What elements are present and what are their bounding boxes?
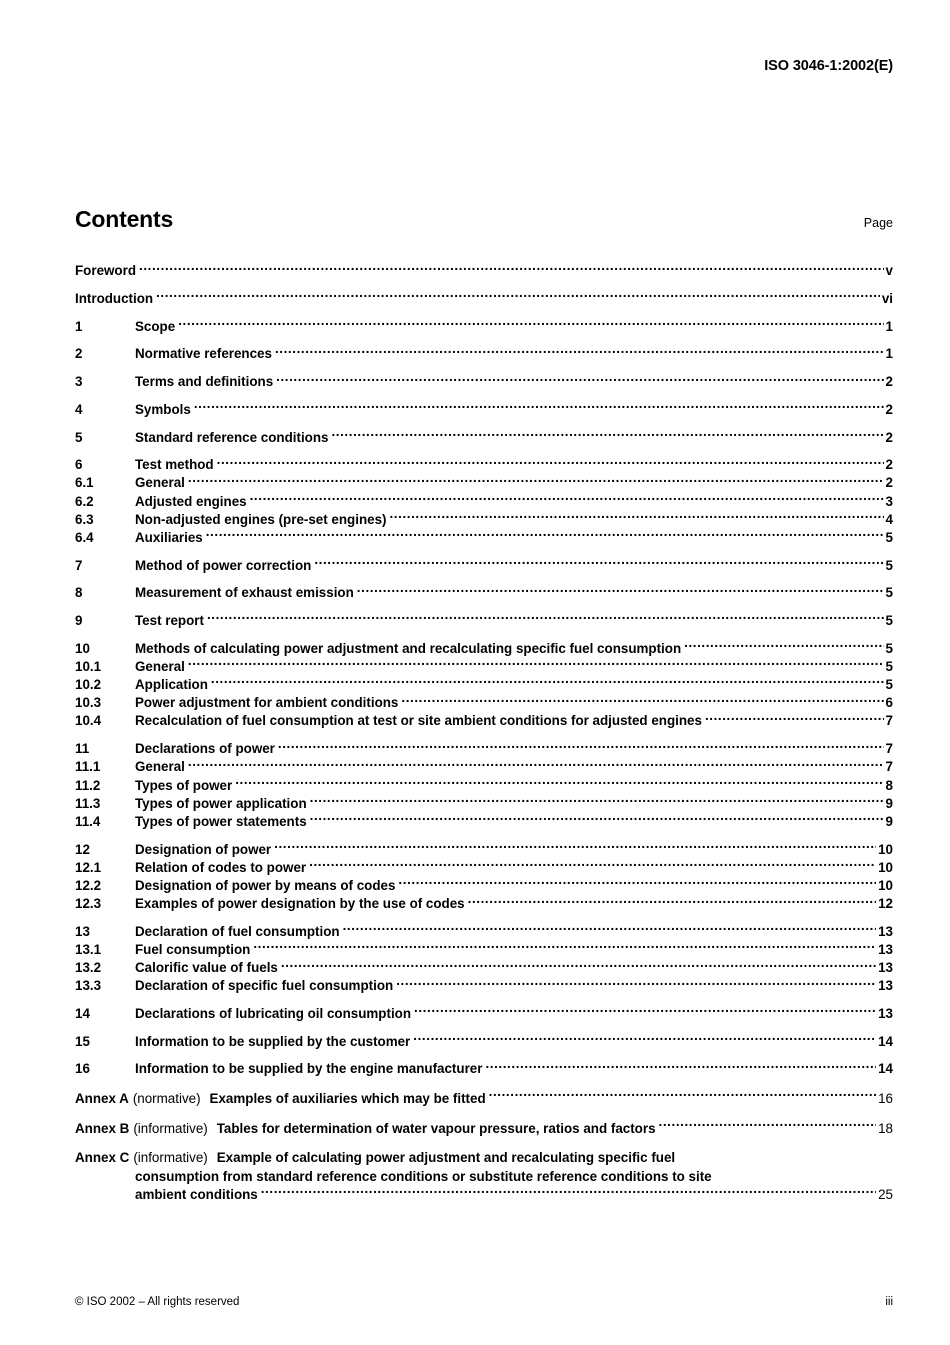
toc-entry-clause[interactable] bbox=[75, 529, 893, 547]
toc-entry-label: Method of power correction bbox=[135, 557, 312, 573]
toc-entry-page: 7 bbox=[885, 759, 893, 775]
toc-entry-label: Standard reference conditions bbox=[135, 429, 329, 445]
toc-entry-page: 5 bbox=[885, 640, 893, 656]
toc-entry-page: 14 bbox=[878, 1033, 893, 1049]
toc-entry-page: 10 bbox=[878, 841, 893, 857]
dot-leader bbox=[396, 977, 876, 990]
toc-entry-page: 10 bbox=[878, 859, 893, 875]
toc-entry-page: 13 bbox=[878, 942, 893, 958]
toc-entry-number: 8 bbox=[75, 585, 83, 601]
toc-entry-label: Test report bbox=[135, 613, 204, 629]
toc-entry-number: 13.1 bbox=[75, 942, 102, 958]
toc-entry-label: Auxiliaries bbox=[135, 529, 203, 545]
toc-entry-annex[interactable] bbox=[75, 1119, 893, 1138]
dot-leader bbox=[413, 1032, 876, 1045]
toc-entry-annex[interactable] bbox=[75, 1149, 893, 1205]
toc-entry-number: 13.2 bbox=[75, 960, 102, 976]
toc-entry-label: Examples of power designation by the use of codes bbox=[135, 896, 465, 912]
toc-entry-number: 5 bbox=[75, 429, 83, 445]
dot-leader bbox=[684, 639, 883, 652]
standard-reference: ISO 3046-1:2002(E) bbox=[764, 58, 893, 74]
toc-entry-clause[interactable] bbox=[75, 658, 893, 676]
toc-entry-label: Relation of codes to power bbox=[135, 859, 307, 875]
dot-leader bbox=[235, 776, 883, 789]
toc-entry-number: 11.1 bbox=[75, 759, 101, 775]
page-title: Contents bbox=[75, 206, 174, 232]
toc-entry-page: 1 bbox=[885, 318, 893, 334]
toc-entry-label: Calorific value of fuels bbox=[135, 960, 278, 976]
dot-leader bbox=[314, 556, 883, 569]
toc-entry-page: 2 bbox=[885, 475, 893, 491]
toc-entry-clause[interactable] bbox=[75, 758, 893, 776]
dot-leader bbox=[309, 858, 876, 871]
toc-entry-clause[interactable] bbox=[75, 1032, 893, 1050]
annex-line bbox=[75, 1089, 893, 1108]
toc-entry-page: 5 bbox=[885, 585, 893, 601]
toc-entry-page: 13 bbox=[878, 923, 893, 939]
annex-title: Example of calculating power adjustment and recalculating specific fuel bbox=[216, 1150, 676, 1166]
toc-entry-page: 5 bbox=[885, 658, 893, 674]
toc-entry-page: 13 bbox=[878, 978, 893, 994]
toc-entry-number: 6.3 bbox=[75, 511, 94, 527]
toc-entry-number: 10.4 bbox=[75, 713, 102, 729]
toc-entry-label: General bbox=[135, 658, 185, 674]
toc-entry-label: Normative references bbox=[135, 346, 272, 362]
toc-entry-clause[interactable] bbox=[75, 456, 893, 474]
toc-entry-clause[interactable] bbox=[75, 584, 893, 602]
toc-entry-label: General bbox=[135, 759, 185, 775]
annex-line bbox=[75, 1119, 893, 1138]
dot-leader bbox=[310, 813, 884, 826]
dot-leader bbox=[310, 794, 884, 807]
dot-leader bbox=[194, 400, 884, 413]
toc-entry-label: Power adjustment for ambient conditions bbox=[135, 695, 399, 711]
toc-entry-clause[interactable] bbox=[75, 959, 893, 977]
toc-entry-label: Information to be supplied by the customer bbox=[135, 1033, 411, 1049]
annex-page: 16 bbox=[878, 1090, 893, 1106]
toc-entry-page: 5 bbox=[885, 557, 893, 573]
toc-entry-page: 8 bbox=[885, 777, 893, 793]
dot-leader bbox=[485, 1060, 876, 1073]
dot-leader bbox=[343, 922, 877, 935]
dot-leader bbox=[331, 428, 883, 441]
document-footer bbox=[75, 1296, 893, 1308]
dot-leader bbox=[217, 456, 884, 469]
toc-entry-number: 14 bbox=[75, 1006, 90, 1022]
toc-entry-label: Test method bbox=[135, 457, 214, 473]
contents-title-row bbox=[75, 206, 893, 233]
toc-entry-number: 10.2 bbox=[75, 677, 102, 693]
toc-entry-frontmatter[interactable] bbox=[75, 262, 893, 280]
annex-page: 18 bbox=[878, 1120, 893, 1136]
toc-entry-clause[interactable] bbox=[75, 941, 893, 959]
toc-entry-label: Types of power statements bbox=[135, 813, 307, 829]
toc-entry-clause[interactable] bbox=[75, 612, 893, 630]
annex-line bbox=[75, 1186, 893, 1205]
toc-entry-clause[interactable] bbox=[75, 474, 893, 492]
dot-leader bbox=[207, 612, 884, 625]
toc-entry-label: Fuel consumption bbox=[135, 942, 251, 958]
toc-entry-number: 6.2 bbox=[75, 493, 94, 509]
dot-leader bbox=[281, 959, 876, 972]
dot-leader bbox=[261, 1186, 876, 1199]
dot-leader bbox=[156, 290, 880, 303]
dot-leader bbox=[188, 474, 884, 487]
dot-leader bbox=[489, 1089, 876, 1102]
dot-leader bbox=[705, 712, 884, 725]
toc-entry-label: Foreword bbox=[75, 263, 137, 279]
dot-leader bbox=[357, 584, 884, 597]
annex-name: Annex A bbox=[75, 1090, 129, 1106]
toc-entry-clause[interactable] bbox=[75, 776, 893, 794]
document-header bbox=[75, 58, 893, 74]
dot-leader bbox=[414, 1005, 876, 1018]
toc-entry-page: 14 bbox=[878, 1061, 893, 1077]
annex-title-continuation: consumption from standard reference conditions or substitute reference conditions to site bbox=[135, 1168, 712, 1184]
toc-entry-label: Information to be supplied by the engine manufacturer bbox=[135, 1061, 483, 1077]
toc-entry-page: 6 bbox=[885, 695, 893, 711]
toc-entry-label: Declaration of fuel consumption bbox=[135, 923, 340, 939]
toc-entry-number: 12.2 bbox=[75, 877, 102, 893]
toc-entry-page: 5 bbox=[885, 613, 893, 629]
toc-entry-clause[interactable] bbox=[75, 373, 893, 391]
toc-entry-label: Terms and definitions bbox=[135, 374, 274, 390]
toc-entry-clause[interactable] bbox=[75, 694, 893, 712]
dot-leader bbox=[398, 877, 876, 890]
toc-entry-clause[interactable] bbox=[75, 922, 893, 940]
toc-entry-number: 12.3 bbox=[75, 896, 102, 912]
dot-leader bbox=[276, 373, 883, 386]
toc-entry-clause[interactable] bbox=[75, 1060, 893, 1078]
toc-entry-page: v bbox=[885, 263, 893, 279]
dot-leader bbox=[250, 492, 884, 505]
toc-entry-page: 7 bbox=[885, 741, 893, 757]
toc-entry-number: 15 bbox=[75, 1033, 90, 1049]
toc-entry-page: 2 bbox=[885, 429, 893, 445]
toc-entry-number: 2 bbox=[75, 346, 83, 362]
copyright-notice: © ISO 2002 – All rights reserved bbox=[75, 1296, 240, 1308]
toc-entry-clause[interactable] bbox=[75, 492, 893, 510]
dot-leader bbox=[178, 317, 883, 330]
dot-leader bbox=[188, 758, 884, 771]
annex-name: Annex C bbox=[75, 1150, 130, 1166]
toc-entry-page: 9 bbox=[885, 795, 893, 811]
toc-entry-number: 10.3 bbox=[75, 695, 102, 711]
toc-entry-label: Declarations of power bbox=[135, 741, 275, 757]
annex-page: 25 bbox=[878, 1187, 893, 1203]
dot-leader bbox=[275, 345, 884, 358]
toc-entry-label: Adjusted engines bbox=[135, 493, 247, 509]
toc-entry-page: 2 bbox=[885, 457, 893, 473]
dot-leader bbox=[253, 941, 876, 954]
toc-entry-page: 13 bbox=[878, 1006, 893, 1022]
toc-entry-page: 2 bbox=[885, 401, 893, 417]
toc-entry-label: Designation of power by means of codes bbox=[135, 877, 396, 893]
toc-entry-number: 4 bbox=[75, 401, 83, 417]
toc-entry-number: 11.3 bbox=[75, 795, 101, 811]
toc-entry-number: 7 bbox=[75, 557, 83, 573]
dot-leader bbox=[139, 262, 884, 275]
toc-entry-clause[interactable] bbox=[75, 428, 893, 446]
toc-entry-clause[interactable] bbox=[75, 556, 893, 574]
toc-entry-clause[interactable] bbox=[75, 794, 893, 812]
annex-title: Examples of auxiliaries which may be fitted bbox=[209, 1090, 486, 1106]
annex-kind: (informative) bbox=[133, 1150, 208, 1166]
toc-entry-clause[interactable] bbox=[75, 840, 893, 858]
toc-entry-number: 10 bbox=[75, 640, 90, 656]
toc-entry-page: 2 bbox=[885, 374, 893, 390]
toc-entry-label: Scope bbox=[135, 318, 176, 334]
toc-entry-number: 12 bbox=[75, 841, 90, 857]
toc-entry-clause[interactable] bbox=[75, 858, 893, 876]
toc-entry-clause[interactable] bbox=[75, 877, 893, 895]
dot-leader bbox=[278, 740, 884, 753]
toc-entry-clause[interactable] bbox=[75, 712, 893, 730]
toc-entry-page: vi bbox=[881, 291, 893, 307]
toc-entry-number: 3 bbox=[75, 374, 83, 390]
toc-entry-page: 4 bbox=[885, 511, 893, 527]
page-column-header: Page bbox=[863, 216, 893, 230]
toc-entry-number: 6.1 bbox=[75, 475, 94, 491]
annex-line bbox=[75, 1168, 893, 1187]
toc-entry-annex[interactable] bbox=[75, 1089, 893, 1108]
toc-entry-label: Introduction bbox=[75, 291, 154, 307]
dot-leader bbox=[274, 840, 876, 853]
toc-entry-number: 6.4 bbox=[75, 529, 94, 545]
toc-entry-label: Application bbox=[135, 677, 208, 693]
toc-entry-page: 7 bbox=[885, 713, 893, 729]
toc-entry-label: Recalculation of fuel consumption at test or site ambient conditions for adjusted engines bbox=[135, 713, 702, 729]
toc-entry-number: 9 bbox=[75, 613, 83, 629]
toc-entry-clause[interactable] bbox=[75, 813, 893, 831]
toc-entry-clause[interactable] bbox=[75, 676, 893, 694]
toc-entry-number: 10.1 bbox=[75, 658, 102, 674]
toc-entry-page: 12 bbox=[878, 896, 893, 912]
toc-entry-clause[interactable] bbox=[75, 317, 893, 335]
toc-entry-page: 3 bbox=[885, 493, 893, 509]
toc-entry-number: 11.4 bbox=[75, 813, 101, 829]
toc-entry-clause[interactable] bbox=[75, 639, 893, 657]
annex-kind: (informative) bbox=[133, 1120, 208, 1136]
toc-entry-page: 5 bbox=[885, 529, 893, 545]
annex-title-continuation: ambient conditions bbox=[135, 1187, 258, 1203]
toc-entry-page: 9 bbox=[885, 813, 893, 829]
annex-line bbox=[75, 1149, 893, 1168]
toc-entry-number: 13.3 bbox=[75, 978, 102, 994]
toc-entry-clause[interactable] bbox=[75, 345, 893, 363]
toc-entry-label: General bbox=[135, 475, 185, 491]
toc-entry-clause[interactable] bbox=[75, 510, 893, 528]
toc-entry-label: Types of power bbox=[135, 777, 233, 793]
toc-entry-clause[interactable] bbox=[75, 400, 893, 418]
toc-entry-number: 11 bbox=[75, 741, 90, 757]
toc-entry-label: Symbols bbox=[135, 401, 191, 417]
dot-leader bbox=[468, 895, 876, 908]
toc-entry-page: 5 bbox=[885, 677, 893, 693]
toc-entry-number: 13 bbox=[75, 923, 90, 939]
toc-entry-label: Methods of calculating power adjustment and recalculating specific fuel consumption bbox=[135, 640, 682, 656]
dot-leader bbox=[206, 529, 884, 542]
dot-leader bbox=[659, 1119, 877, 1132]
toc-entry-page: 1 bbox=[885, 346, 893, 362]
dot-leader bbox=[211, 676, 884, 689]
toc-entry-frontmatter[interactable] bbox=[75, 290, 893, 308]
toc-entry-number: 1 bbox=[75, 318, 83, 334]
toc-entry-page: 10 bbox=[878, 877, 893, 893]
toc-entry-number: 6 bbox=[75, 457, 83, 473]
toc-entry-clause[interactable] bbox=[75, 895, 893, 913]
toc-entry-label: Measurement of exhaust emission bbox=[135, 585, 354, 601]
annex-kind: (normative) bbox=[132, 1090, 201, 1106]
toc-entry-page: 13 bbox=[878, 960, 893, 976]
dot-leader bbox=[389, 510, 883, 523]
dot-leader bbox=[401, 694, 883, 707]
toc-entry-label: Non-adjusted engines (pre-set engines) bbox=[135, 511, 387, 527]
footer-page-number: iii bbox=[885, 1296, 893, 1308]
toc-entry-label: Designation of power bbox=[135, 841, 272, 857]
toc-entry-clause[interactable] bbox=[75, 977, 893, 995]
table-of-contents bbox=[75, 262, 893, 1205]
annex-title: Tables for determination of water vapour pressure, ratios and factors bbox=[216, 1120, 656, 1136]
toc-entry-number: 11.2 bbox=[75, 777, 101, 793]
toc-entry-label: Types of power application bbox=[135, 795, 307, 811]
toc-entry-label: Declaration of specific fuel consumption bbox=[135, 978, 394, 994]
annex-name: Annex B bbox=[75, 1120, 130, 1136]
toc-entry-clause[interactable] bbox=[75, 1005, 893, 1023]
dot-leader bbox=[188, 658, 884, 671]
toc-entry-number: 16 bbox=[75, 1061, 90, 1077]
toc-entry-number: 12.1 bbox=[75, 859, 102, 875]
toc-entry-clause[interactable] bbox=[75, 740, 893, 758]
toc-entry-label: Declarations of lubricating oil consumption bbox=[135, 1006, 412, 1022]
